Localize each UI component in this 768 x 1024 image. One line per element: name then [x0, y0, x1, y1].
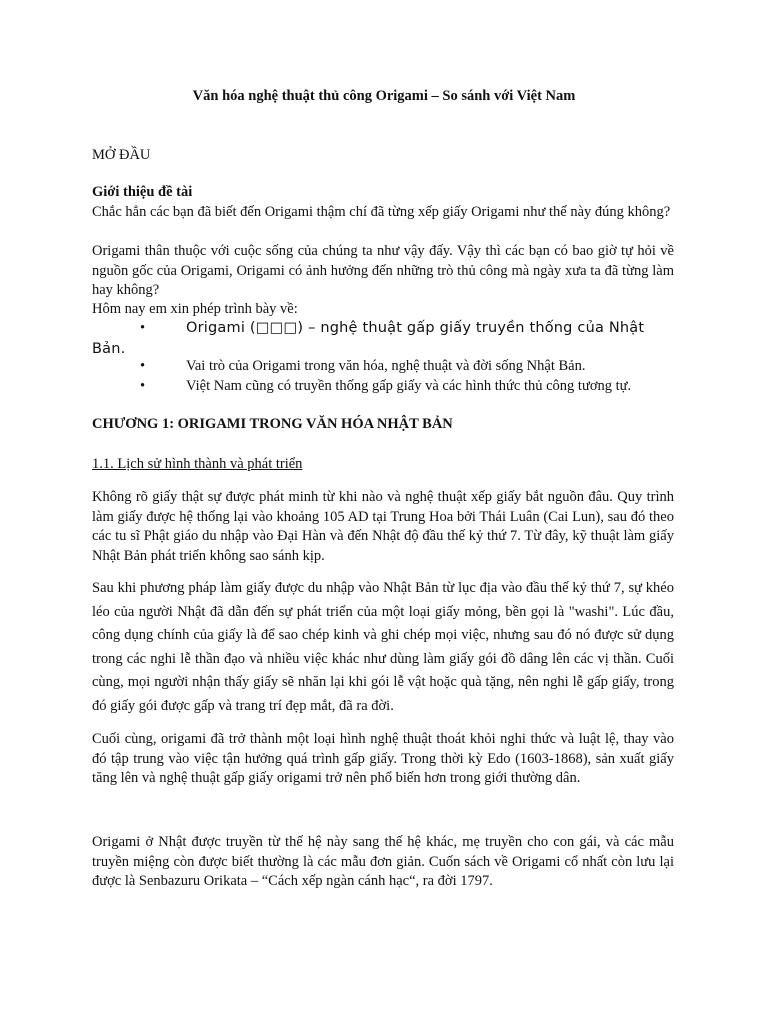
body-paragraph-4: Origami ở Nhật được truyền từ thế hệ này sang thế hệ khác, mẹ truyền cho con gái, và các mẫu truyền miệng còn được biết thường là các mẫu đơn giản. Cuốn sách về Origami cổ nhất còn lưu lại được là Senbazuru Orikata – “Cách xếp ngàn cánh hạc“, ra đời 1797.: [92, 834, 674, 889]
chapter-heading: CHƯƠNG 1: ORIGAMI TRONG VĂN HÓA NHẬT BẢN: [92, 416, 453, 432]
body-paragraph-1: Không rõ giấy thật sự được phát minh từ khi nào và nghệ thuật xếp giấy bắt nguồn đâu. Quy trình làm giấy được hệ thống lại vào khoảng 105 AD tại Trung Hoa bởi Thái Luân (Cai Lun), sau đó theo các tu sĩ Phật giáo du nhập vào Đại Hàn và đến Nhật độ đầu thế kỷ thứ 7. Từ đây, kỹ thuật làm giấy Nhật Bản phát triển không sao sánh kịp.: [92, 489, 674, 564]
intro-paragraph-1: Chắc hẳn các bạn đã biết đến Origami thậm chí đã từng xếp giấy Origami như thế này đúng không?: [92, 204, 671, 220]
bullet-text: Origami (□□□) – nghệ thuật gấp giấy truyền thống của Nhật Bản.: [92, 320, 645, 357]
section-heading: 1.1. Lịch sử hình thành và phát triển: [92, 456, 303, 472]
bullet-text: Vai trò của Origami trong văn hóa, nghệ thuật và đời sống Nhật Bản.: [186, 358, 586, 374]
intro-paragraph-2: Origami thân thuộc với cuộc sống của chúng ta như vậy đấy. Vậy thì các bạn có bao giờ tự hỏi về nguồn gốc của Origami, Origami có ảnh hưởng đến những trò thủ công mà ngày xưa ta đã từng làm hay không?: [92, 243, 674, 298]
bullet-marker: •: [140, 358, 146, 374]
document-title: Văn hóa nghệ thuật thủ công Origami – So sánh với Việt Nam: [192, 88, 576, 104]
body-paragraph-2: Sau khi phương pháp làm giấy được du nhập vào Nhật Bản từ lục địa vào đầu thế kỷ thứ 7, sự khéo léo của người Nhật đã dẫn đến sự phát triển của một loại giấy mỏng, bền gọi là "washi". Lúc đầu, công dụng chính của giấy là để sao chép kinh và ghi chép mọi việc, nhưng sau đó nó được sử dụng trong các nghi lễ thần đạo và nhiều việc khác như dùng làm giấy gói đồ dâng lên các vị thần. Cuối cùng, mọi người nhận thấy giấy sẽ nhăn lại khi gói lễ vật hoặc quà tặng, nên nghi lễ gấp giấy, trong đó giấy gói được gấp và trang trí đẹp mắt, đã ra đời.: [92, 580, 674, 714]
intro-heading: MỞ ĐẦU: [92, 147, 151, 163]
bullet-item-origami: [92, 318, 674, 360]
bullet-text: Việt Nam cũng có truyền thống gấp giấy và các hình thức thủ công tương tự.: [186, 378, 632, 394]
intro-paragraph-3: Hôm nay em xin phép trình bày về:: [92, 301, 298, 317]
bullet-marker: •: [140, 320, 146, 336]
intro-subheading: Giới thiệu đề tài: [92, 184, 193, 200]
bullet-item-role: [92, 357, 674, 377]
body-paragraph-3: Cuối cùng, origami đã trở thành một loại hình nghệ thuật thoát khỏi nghi thức và luật lệ, thay vào đó tập trung vào việc tận hưởng quá trình gấp giấy. Trong thời kỳ Edo (1603-1868), sản xuất giấy tăng lên và nghệ thuật gấp giấy origami trở nên phổ biến hơn trong giới thường dân.: [92, 731, 674, 786]
bullet-marker: •: [140, 378, 146, 394]
bullet-item-vietnam: [92, 377, 674, 397]
